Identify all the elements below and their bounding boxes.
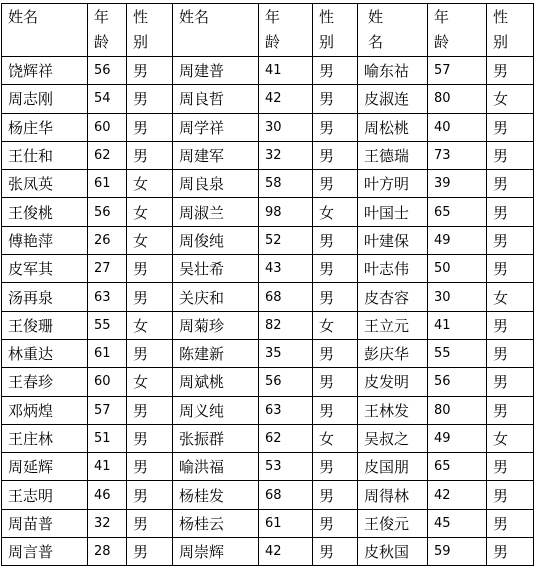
cell-age: 61 (88, 339, 127, 367)
cell-name: 喻东祜 (358, 57, 428, 85)
cell-age: 80 (428, 396, 487, 424)
cell-sex: 男 (127, 538, 173, 566)
cell-name: 周崇辉 (173, 538, 259, 566)
cell-age: 51 (88, 424, 127, 452)
cell-sex: 男 (313, 538, 358, 566)
cell-age: 45 (428, 509, 487, 537)
cell-name: 皮杏容 (358, 283, 428, 311)
cell-age: 28 (88, 538, 127, 566)
cell-age: 35 (259, 339, 313, 367)
cell-sex: 男 (487, 368, 534, 396)
cell-age: 42 (259, 538, 313, 566)
cell-sex: 男 (487, 311, 534, 339)
cell-sex: 男 (487, 453, 534, 481)
cell-sex: 男 (313, 396, 358, 424)
cell-name: 张凤英 (2, 170, 88, 198)
cell-name: 皮国朋 (358, 453, 428, 481)
header-sex-2: 性 别 (313, 4, 358, 57)
cell-name: 喻洪福 (173, 453, 259, 481)
cell-sex: 男 (127, 339, 173, 367)
cell-age: 68 (259, 481, 313, 509)
cell-age: 60 (88, 113, 127, 141)
cell-age: 82 (259, 311, 313, 339)
cell-sex: 男 (487, 198, 534, 226)
cell-sex: 男 (313, 339, 358, 367)
cell-name: 周得林 (358, 481, 428, 509)
cell-age: 27 (88, 255, 127, 283)
cell-age: 57 (88, 396, 127, 424)
cell-name: 邓炳煌 (2, 396, 88, 424)
table-row (2, 453, 534, 481)
table-row (2, 85, 534, 113)
cell-sex: 男 (313, 85, 358, 113)
cell-age: 41 (88, 453, 127, 481)
cell-age: 49 (428, 226, 487, 254)
cell-sex: 女 (127, 368, 173, 396)
cell-age: 50 (428, 255, 487, 283)
cell-name: 周志刚 (2, 85, 88, 113)
cell-age: 56 (259, 368, 313, 396)
cell-age: 58 (259, 170, 313, 198)
cell-sex: 男 (313, 481, 358, 509)
table-row (2, 113, 534, 141)
cell-name: 周建普 (173, 57, 259, 85)
cell-age: 42 (428, 481, 487, 509)
cell-sex: 女 (487, 283, 534, 311)
cell-name: 叶建保 (358, 226, 428, 254)
cell-sex: 男 (313, 453, 358, 481)
cell-sex: 男 (313, 368, 358, 396)
cell-sex: 男 (313, 113, 358, 141)
cell-sex: 男 (487, 538, 534, 566)
cell-name: 王春珍 (2, 368, 88, 396)
cell-name: 饶辉祥 (2, 57, 88, 85)
cell-age: 43 (259, 255, 313, 283)
cell-sex: 男 (313, 226, 358, 254)
table-row (2, 368, 534, 396)
table-row (2, 283, 534, 311)
table-row (2, 538, 534, 566)
cell-sex: 男 (127, 453, 173, 481)
cell-age: 52 (259, 226, 313, 254)
cell-age: 55 (428, 339, 487, 367)
table-row (2, 311, 534, 339)
cell-name: 周义纯 (173, 396, 259, 424)
table-row (2, 339, 534, 367)
header-age-1: 年 龄 (88, 4, 127, 57)
cell-age: 42 (259, 85, 313, 113)
cell-name: 皮军其 (2, 255, 88, 283)
cell-sex: 男 (487, 57, 534, 85)
cell-sex: 男 (487, 255, 534, 283)
cell-age: 61 (259, 509, 313, 537)
cell-sex: 男 (313, 170, 358, 198)
table-row (2, 396, 534, 424)
cell-age: 26 (88, 226, 127, 254)
cell-name: 张振群 (173, 424, 259, 452)
cell-sex: 男 (487, 113, 534, 141)
cell-sex: 女 (313, 311, 358, 339)
cell-age: 65 (428, 453, 487, 481)
cell-name: 周建军 (173, 141, 259, 169)
cell-name: 周学祥 (173, 113, 259, 141)
cell-name: 皮秋国 (358, 538, 428, 566)
cell-sex: 男 (313, 509, 358, 537)
cell-name: 杨桂云 (173, 509, 259, 537)
roster-table (1, 3, 534, 566)
cell-name: 周菊珍 (173, 311, 259, 339)
cell-age: 61 (88, 170, 127, 198)
cell-name: 周松桃 (358, 113, 428, 141)
cell-name: 陈建新 (173, 339, 259, 367)
cell-name: 吴叔之 (358, 424, 428, 452)
cell-age: 46 (88, 481, 127, 509)
cell-age: 55 (88, 311, 127, 339)
cell-name: 叶国士 (358, 198, 428, 226)
header-sex-3: 性 别 (487, 4, 534, 57)
cell-sex: 男 (487, 396, 534, 424)
cell-age: 56 (88, 57, 127, 85)
roster-body (2, 4, 534, 566)
cell-age: 41 (259, 57, 313, 85)
cell-sex: 男 (127, 509, 173, 537)
cell-age: 63 (259, 396, 313, 424)
table-row (2, 57, 534, 85)
cell-age: 32 (88, 509, 127, 537)
header-name-3: 姓 名 (358, 4, 428, 57)
cell-name: 王德瑞 (358, 141, 428, 169)
cell-name: 周斌桃 (173, 368, 259, 396)
header-name-1: 姓名 (2, 4, 88, 57)
cell-name: 吴壮希 (173, 255, 259, 283)
cell-name: 关庆和 (173, 283, 259, 311)
cell-name: 彭庆华 (358, 339, 428, 367)
cell-sex: 男 (487, 339, 534, 367)
cell-name: 王仕和 (2, 141, 88, 169)
cell-name: 王俊桃 (2, 198, 88, 226)
cell-sex: 男 (127, 57, 173, 85)
cell-age: 73 (428, 141, 487, 169)
table-row (2, 198, 534, 226)
table-row (2, 141, 534, 169)
cell-age: 30 (428, 283, 487, 311)
cell-sex: 男 (127, 85, 173, 113)
cell-sex: 男 (127, 255, 173, 283)
cell-name: 叶志伟 (358, 255, 428, 283)
cell-age: 63 (88, 283, 127, 311)
cell-name: 周言普 (2, 538, 88, 566)
header-row (2, 4, 534, 57)
cell-sex: 男 (487, 141, 534, 169)
cell-age: 57 (428, 57, 487, 85)
cell-age: 53 (259, 453, 313, 481)
cell-name: 周俊纯 (173, 226, 259, 254)
cell-age: 54 (88, 85, 127, 113)
cell-sex: 男 (313, 283, 358, 311)
cell-age: 60 (88, 368, 127, 396)
table-row (2, 481, 534, 509)
header-name-2: 姓名 (173, 4, 259, 57)
cell-sex: 女 (127, 311, 173, 339)
cell-age: 39 (428, 170, 487, 198)
cell-name: 王俊元 (358, 509, 428, 537)
table-row (2, 509, 534, 537)
cell-age: 80 (428, 85, 487, 113)
table-row (2, 170, 534, 198)
cell-sex: 男 (487, 481, 534, 509)
cell-age: 65 (428, 198, 487, 226)
cell-sex: 男 (127, 481, 173, 509)
cell-sex: 男 (313, 141, 358, 169)
cell-name: 王俊珊 (2, 311, 88, 339)
cell-sex: 女 (487, 424, 534, 452)
table-row (2, 226, 534, 254)
cell-sex: 男 (487, 509, 534, 537)
cell-sex: 男 (127, 283, 173, 311)
cell-sex: 女 (127, 198, 173, 226)
cell-age: 62 (88, 141, 127, 169)
cell-name: 王林发 (358, 396, 428, 424)
cell-age: 41 (428, 311, 487, 339)
cell-sex: 女 (313, 424, 358, 452)
header-age-2: 年 龄 (259, 4, 313, 57)
cell-name: 王立元 (358, 311, 428, 339)
cell-name: 王庄林 (2, 424, 88, 452)
cell-name: 汤再泉 (2, 283, 88, 311)
cell-sex: 男 (313, 255, 358, 283)
cell-sex: 女 (487, 85, 534, 113)
cell-age: 68 (259, 283, 313, 311)
cell-sex: 男 (127, 141, 173, 169)
cell-age: 56 (428, 368, 487, 396)
cell-age: 40 (428, 113, 487, 141)
table-row (2, 255, 534, 283)
cell-name: 杨庄华 (2, 113, 88, 141)
cell-name: 叶方明 (358, 170, 428, 198)
cell-sex: 男 (127, 424, 173, 452)
cell-name: 周苗普 (2, 509, 88, 537)
cell-sex: 男 (127, 396, 173, 424)
table-row (2, 424, 534, 452)
cell-name: 杨桂发 (173, 481, 259, 509)
cell-age: 32 (259, 141, 313, 169)
cell-name: 傅艳萍 (2, 226, 88, 254)
cell-age: 56 (88, 198, 127, 226)
cell-sex: 男 (313, 57, 358, 85)
cell-name: 皮发明 (358, 368, 428, 396)
cell-name: 周延辉 (2, 453, 88, 481)
cell-name: 林重达 (2, 339, 88, 367)
header-age-3: 年 龄 (428, 4, 487, 57)
header-sex-1: 性 别 (127, 4, 173, 57)
cell-name: 周淑兰 (173, 198, 259, 226)
cell-name: 皮淑连 (358, 85, 428, 113)
cell-age: 30 (259, 113, 313, 141)
cell-age: 62 (259, 424, 313, 452)
cell-age: 59 (428, 538, 487, 566)
cell-sex: 男 (487, 226, 534, 254)
cell-name: 王志明 (2, 481, 88, 509)
cell-age: 49 (428, 424, 487, 452)
cell-sex: 女 (313, 198, 358, 226)
cell-name: 周良泉 (173, 170, 259, 198)
cell-sex: 女 (127, 226, 173, 254)
cell-sex: 女 (127, 170, 173, 198)
cell-sex: 男 (487, 170, 534, 198)
cell-name: 周良哲 (173, 85, 259, 113)
cell-age: 98 (259, 198, 313, 226)
cell-sex: 男 (127, 113, 173, 141)
